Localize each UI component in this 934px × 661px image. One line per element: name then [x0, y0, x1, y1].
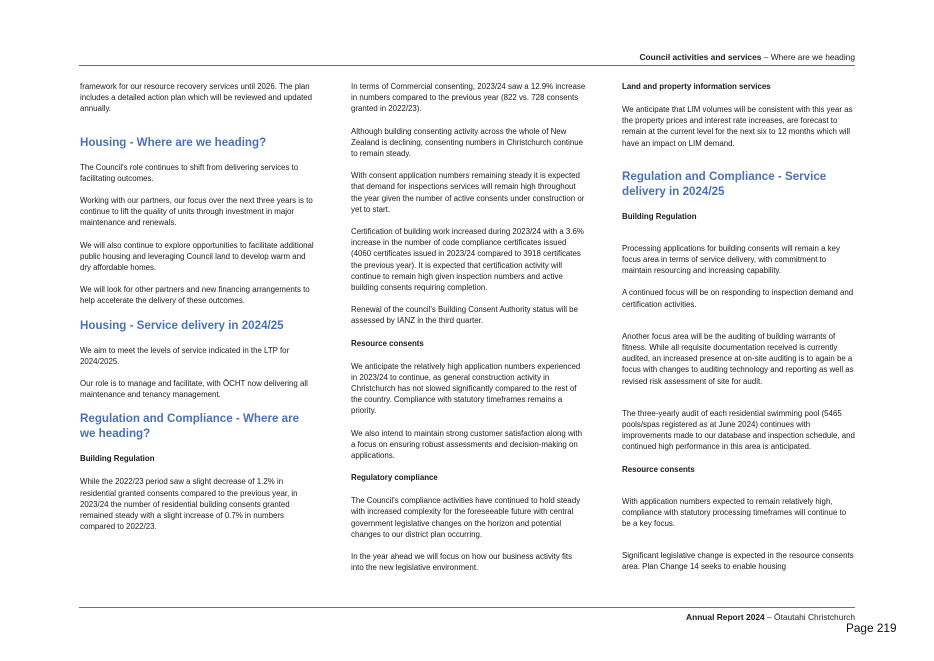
- paragraph: Another focus area will be the auditing of building warrants of fitness. While all requisite documentation received is currently audited, an increased presence at on-site auditing is to again be a focus with changes to auditing technology and reporting as well as revised risk assessment of site for audit.: [622, 331, 854, 386]
- paragraph: We will look for other partners and new financing arrangements to help accelerate the delivery of these outcomes.: [80, 285, 310, 306]
- paragraph: In terms of Commercial consenting, 2023/24 saw a 12.9% increase in numbers compared to the previous year (822 vs. 728 consents granted in 2022/23).: [351, 82, 586, 114]
- paragraph: We also intend to maintain strong customer satisfaction along with a focus on ensuring robust assessments and decision-making on applications.: [351, 428, 582, 461]
- subheading-regulatory-compliance: Regulatory compliance: [351, 473, 438, 483]
- paragraph: We aim to meet the levels of service indicated in the LTP for 2024/2025.: [80, 345, 290, 366]
- paragraph: Although building consenting activity across the whole of New Zealand is declining, consenting numbers in Christchurch continue to remain steady.: [351, 126, 584, 159]
- paragraph: With consent application numbers remaining steady it is expected that demand for inspections services will remain high throughout the year given the number of active consents under construction or yet to start.: [351, 171, 585, 214]
- subheading-building-regulation: Building Regulation: [622, 211, 697, 221]
- subheading-resource-consents: Resource consents: [622, 464, 695, 474]
- paragraph: The Council's role continues to shift from delivering services to facilitating outcomes.: [80, 162, 299, 183]
- subheading-resource-consents: Resource consents: [351, 338, 424, 348]
- paragraph: We will also continue to explore opportunities to facilitate additional public housing and leveraging Council land to develop warm and dry affordable homes.: [80, 240, 314, 273]
- paragraph: While the 2022/23 period saw a slight decrease of 1.2% in residential granted consents compared to the previous year, in 2023/24 the number of residential building consents granted remained steady with a slight increase of 0.7% in numbers compared to 2022/23.: [80, 477, 298, 532]
- footer-subtitle: Ōtautahi Christchurch: [774, 612, 855, 622]
- header-rule: [79, 65, 855, 66]
- paragraph: Our role is to manage and facilitate, with ŌCHT now delivering all maintenance and tenancy management.: [80, 379, 308, 400]
- heading-housing-service-delivery: Housing - Service delivery in 2024/25: [80, 318, 284, 332]
- header-separator: –: [761, 52, 771, 62]
- paragraph: framework for our resource recovery services until 2026. The plan includes a detailed action plan which will be reviewed and updated annually.: [80, 82, 313, 114]
- running-header: [639, 52, 855, 62]
- paragraph: We anticipate the relatively high application numbers experienced in 2023/24 to continue, as general construction activity in Christchurch has not slowed significantly compared to the rest of the country. Compliance with statutory timeframes remains a priority.: [351, 361, 581, 416]
- heading-regulation-service-delivery: Regulation and Compliance - Service delivery in 2024/25: [622, 169, 827, 198]
- paragraph: A continued focus will be on responding to inspection demand and certification activities.: [622, 288, 854, 309]
- paragraph: The three-yearly audit of each residential swimming pool (5465 pools/spas registered as at June 2024) continues with improvements made to our database and inspection schedule, and continued high performance in this area is anticipated.: [622, 408, 855, 452]
- paragraph: The Council's compliance activities have continued to hold steady with increased complexity for the foreseeable future with central government legislative changes on the horizon and potential changes to our district plan occurring.: [351, 496, 581, 539]
- paragraph: Working with our partners, our focus over the next three years is to continue to lift the quality of units through investment in major maintenance and renewals.: [80, 196, 313, 228]
- paragraph: Renewal of the council's Building Consent Authority status will be assessed by IANZ in the third quarter.: [351, 305, 578, 326]
- column-2: [351, 81, 586, 585]
- running-footer: [686, 612, 855, 622]
- footer-separator: –: [764, 612, 774, 622]
- column-1: [80, 81, 315, 543]
- paragraph: In the year ahead we will focus on how our business activity fits into the new legislative environment.: [351, 552, 573, 573]
- subheading-land-property-info: Land and property information services: [622, 82, 771, 91]
- column-3: [622, 81, 857, 584]
- paragraph: With application numbers expected to remain relatively high, compliance with statutory processing timeframes will continue to be a key focus.: [622, 496, 847, 529]
- header-section: Council activities and services: [639, 52, 762, 62]
- footer-title: Annual Report 2024: [686, 612, 765, 622]
- paragraph: We anticipate that LIM volumes will be consistent with this year as the property prices and interest rate increases, are forecast to remain at the current level for the next six to 12 months which will have an impact on LIM demand.: [622, 105, 853, 148]
- heading-regulation-where-heading: Regulation and Compliance - Where are we heading?: [80, 412, 300, 441]
- paragraph: Significant legislative change is expected in the resource consents area. Plan Change 14 seeks to enable housing: [622, 551, 854, 572]
- footer-rule: [79, 607, 855, 608]
- subheading-building-regulation: Building Regulation: [80, 454, 155, 464]
- paragraph: Processing applications for building consents will remain a key focus area in terms of service delivery, with commitment to maintain resourcing and increasing capability.: [622, 243, 840, 276]
- paragraph: Certification of building work increased during 2023/24 with a 3.6% increase in the number of code compliance certificates issued (4060 certificates issued in 2023/24 compared to 3918 certificates the previous year). It is expected that certification activity will continue to remain high given inspection numbers and active building consents requiring completion.: [351, 227, 584, 293]
- header-subsection: Where are we heading: [770, 52, 855, 62]
- page-number: Page 219: [846, 621, 897, 635]
- heading-housing-where-heading: Housing - Where are we heading?: [80, 135, 267, 149]
